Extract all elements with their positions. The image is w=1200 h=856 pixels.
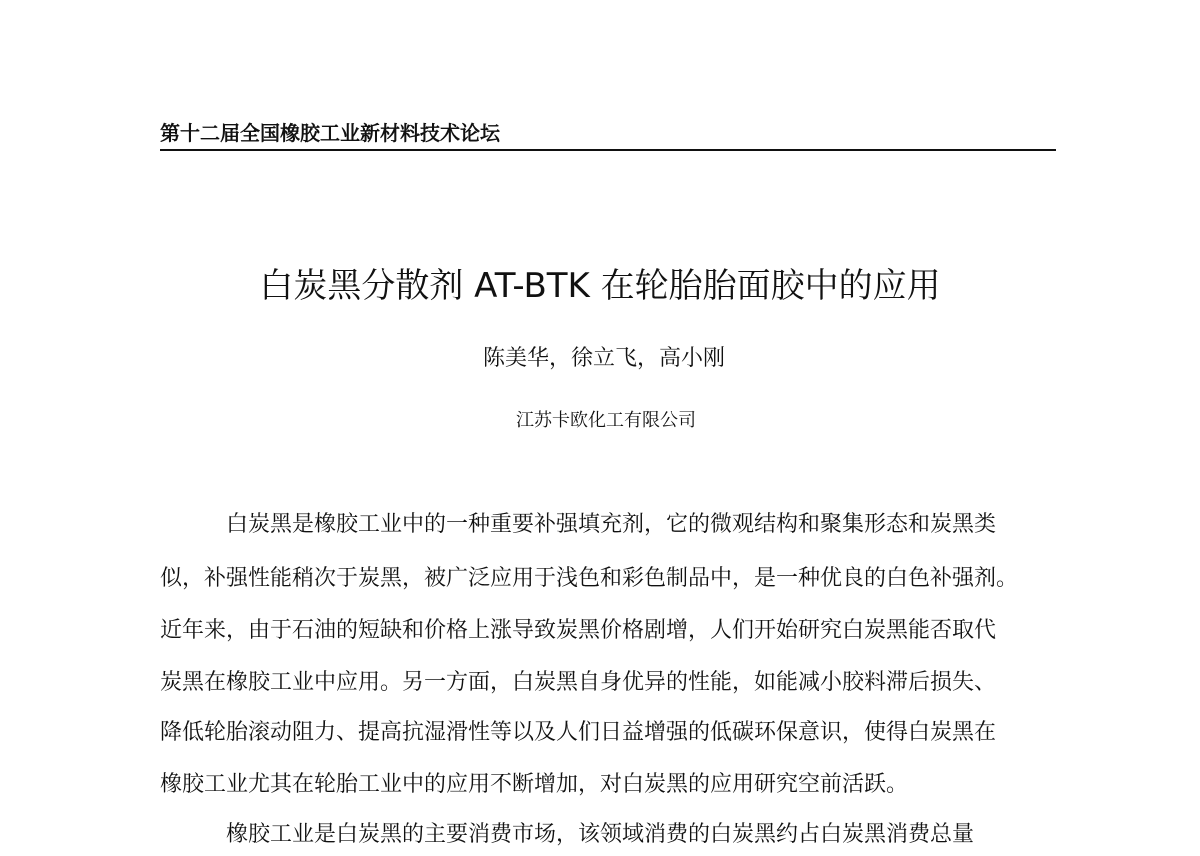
- body-line: 近年来，由于石油的短缺和价格上涨导致炭黑价格剧增，人们开始研究白炭黑能否取代: [160, 618, 997, 643]
- body-line: 降低轮胎滚动阻力、提高抗湿滑性等以及人们日益增强的低碳环保意识，使得白炭黑在: [160, 720, 997, 745]
- paper-affiliation: 江苏卡欧化工有限公司: [516, 410, 696, 431]
- header-divider: [160, 149, 1056, 151]
- body-line: 白炭黑是橡胶工业中的一种重要补强填充剂，它的微观结构和聚集形态和炭黑类: [226, 512, 997, 537]
- paper-title: 白炭黑分散剂 AT-BTK 在轮胎胎面胶中的应用: [259, 266, 941, 306]
- body-line: 橡胶工业是白炭黑的主要消费市场，该领域消费的白炭黑约占白炭黑消费总量: [226, 822, 975, 847]
- paper-authors: 陈美华，徐立飞，高小刚: [482, 346, 725, 371]
- running-header: 第十二届全国橡胶工业新材料技术论坛: [160, 121, 500, 145]
- body-line: 炭黑在橡胶工业中应用。另一方面，白炭黑自身优异的性能，如能减小胶料滞后损失、: [160, 670, 997, 695]
- body-line: 似，补强性能稍次于炭黑，被广泛应用于浅色和彩色制品中，是一种优良的白色补强剂。: [160, 566, 1019, 591]
- body-line: 橡胶工业尤其在轮胎工业中的应用不断增加，对白炭黑的应用研究空前活跃。: [160, 772, 909, 797]
